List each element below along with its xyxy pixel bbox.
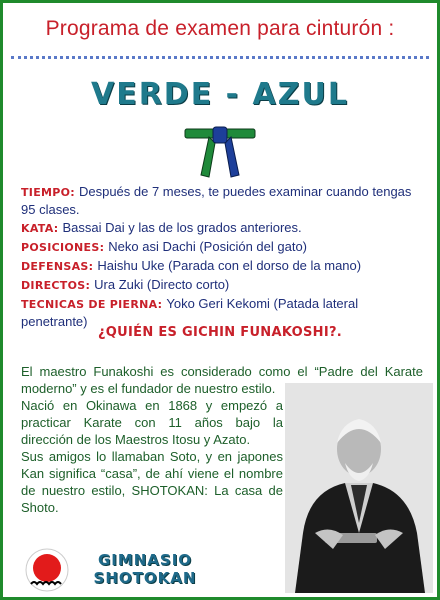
requirements-list bbox=[21, 183, 425, 331]
belt-name: VERDE - AZUL bbox=[91, 77, 349, 112]
requirement-label: DEFENSAS: bbox=[21, 260, 94, 273]
requirement-strikes bbox=[21, 276, 425, 294]
title-divider bbox=[11, 56, 429, 59]
requirement-text: Yoko Geri Kekomi (Patada lateral penetrante) bbox=[21, 296, 359, 329]
requirement-label: KATA: bbox=[21, 222, 59, 235]
school-logo-icon bbox=[25, 548, 69, 592]
requirement-kata bbox=[21, 219, 425, 237]
requirement-label: TIEMPO: bbox=[21, 186, 75, 199]
requirement-stances bbox=[21, 238, 425, 256]
belt-knot-icon bbox=[179, 123, 261, 181]
requirement-text: Neko asi Dachi (Posición del gato) bbox=[108, 239, 308, 254]
bio-paragraph: Sus amigos lo llamaban Soto, y en japones Kan significa “casa”, de ahí viene el nombre de nuestro estilo, SHOTOKAN: La casa de Shoto. bbox=[21, 449, 283, 515]
requirement-text: Haishu Uke (Parada con el dorso de la mano) bbox=[97, 258, 362, 273]
requirement-text: Ura Zuki (Directo corto) bbox=[94, 277, 230, 292]
requirement-text: Después de 7 meses, te puedes examinar cuando tengas 95 clases. bbox=[21, 184, 412, 217]
requirement-blocks bbox=[21, 257, 425, 275]
page-title: Programa de examen para cinturón : bbox=[45, 17, 395, 40]
bio-paragraph: El maestro Funakoshi es considerado como el “Padre del Karate moderno” y es el fundador de nuestro estilo. bbox=[21, 364, 423, 396]
requirement-label: TECNICAS DE PIERNA: bbox=[21, 298, 163, 311]
gym-name-line1: GIMNASIO bbox=[97, 551, 193, 569]
bio-paragraph: Nació en Okinawa en 1868 y empezó a practicar Karate con 11 años bajo la dirección de los Maestros Itosu y Azato. bbox=[21, 398, 283, 447]
requirement-label: POSICIONES: bbox=[21, 241, 105, 254]
requirement-text: Bassai Dai y las de los grados anteriores. bbox=[62, 220, 302, 235]
section-heading: ¿QUIÉN ES GICHIN FUNAKOSHI?. bbox=[97, 325, 343, 340]
funakoshi-portrait bbox=[285, 383, 433, 593]
requirement-time bbox=[21, 183, 425, 218]
requirement-label: DIRECTOS: bbox=[21, 279, 91, 292]
gym-name-line2: SHOTOKAN bbox=[93, 569, 197, 587]
